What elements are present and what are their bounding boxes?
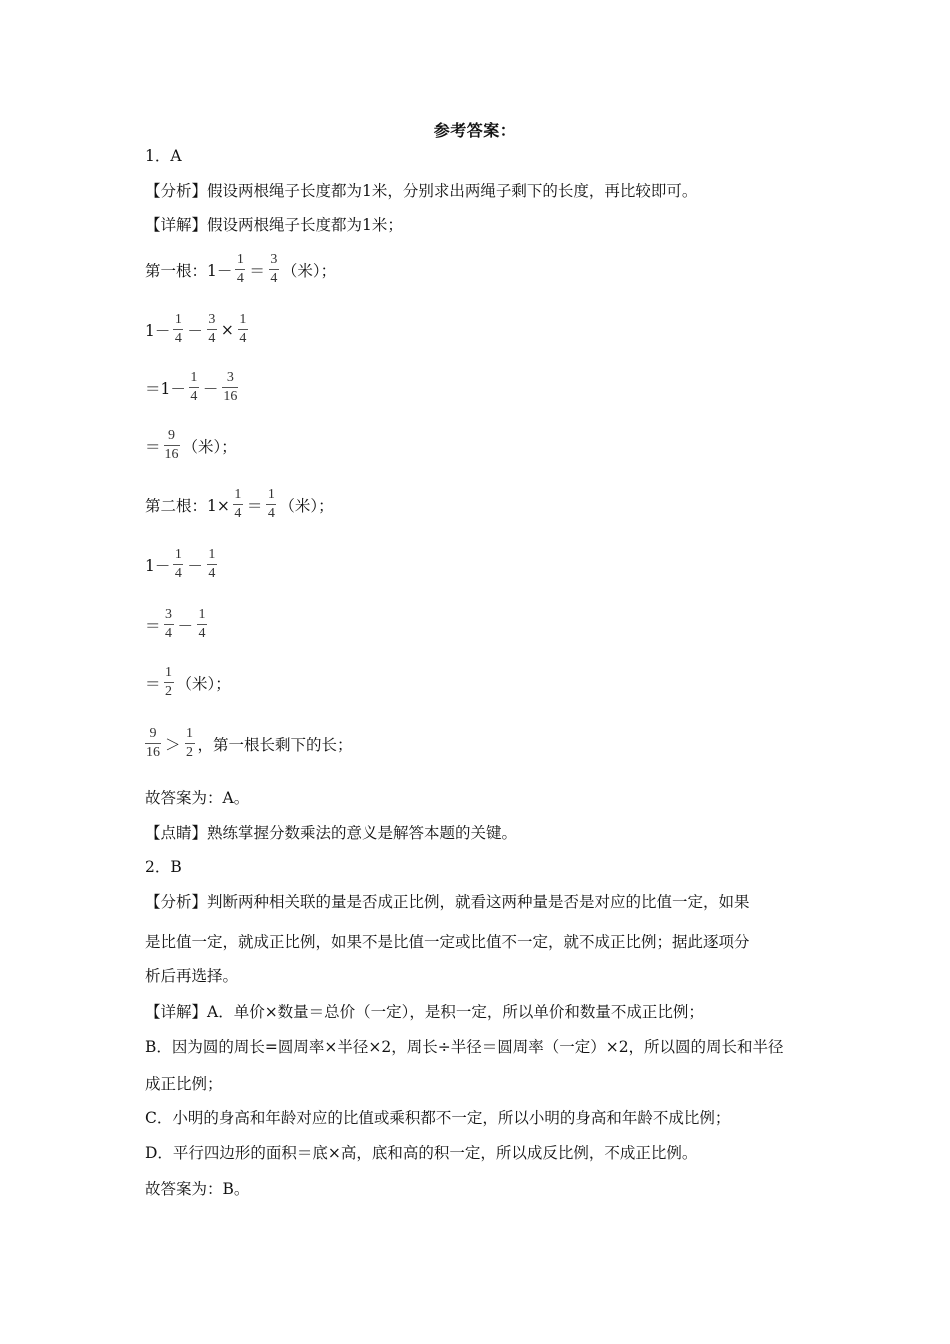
q1-expression-3: ＝ $\frac{9}{16}$ （米）；	[145, 428, 237, 462]
q2-detail-b-line-1: B．因为圆的周长=圆周率×半径×2，周长÷半径＝圆周率（一定）×2，所以圆的周长和半径	[145, 1038, 784, 1056]
fraction: $\frac{1}{4}$	[190, 370, 198, 404]
fraction: $\frac{1}{4}$	[267, 487, 275, 521]
q2-analysis-line-3: 析后再选择。	[145, 967, 239, 985]
q1-number: 1．A	[145, 147, 182, 165]
fraction: $\frac{1}{4}$	[208, 547, 216, 581]
q2-detail-d: D．平行四边形的面积＝底×高，底和高的积一定，所以成反比例，不成正比例。	[145, 1144, 698, 1162]
q1-detail: 【详解】假设两根绳子长度都为1米；	[145, 216, 403, 234]
fraction: $\frac{3}{4}$	[208, 312, 216, 346]
page-title: 参考答案：	[433, 121, 517, 140]
q1-expression-4: 1－ $\frac{1}{4}$ － $\frac{1}{4}$	[145, 547, 216, 581]
q1-comparison: $\frac{9}{16}$ ＞ $\frac{1}{2}$ ，第一根长剩下的长；	[146, 726, 353, 760]
fraction: $\frac{3}{4}$	[165, 607, 173, 641]
q2-number: 2．B	[145, 858, 182, 876]
fraction: $\frac{3}{4}$	[270, 252, 278, 286]
fraction: $\frac{1}{4}$	[198, 607, 206, 641]
q1-comment: 【点睛】熟练掌握分数乘法的意义是解答本题的关键。	[145, 824, 518, 842]
fraction: $\frac{1}{2}$	[186, 726, 194, 760]
q1-analysis: 【分析】假设两根绳子长度都为1米，分别求出两绳子剩下的长度，再比较即可。	[145, 182, 698, 200]
q2-detail-c: C．小明的身高和年龄对应的比值或乘积都不一定，所以小明的身高和年龄不成比例；	[145, 1109, 731, 1127]
fraction: $\frac{1}{4}$	[174, 312, 182, 346]
q1-expression-6: ＝ $\frac{1}{2}$ （米）；	[145, 665, 231, 699]
fraction: $\frac{1}{4}$	[234, 487, 242, 521]
q2-analysis-line-2: 是比值一定，就成正比例，如果不是比值一定或比值不一定，就不成正比例；据此逐项分	[145, 933, 750, 951]
q2-answer: 故答案为：B。	[145, 1180, 250, 1198]
q2-analysis-line-1: 【分析】判断两种相关联的量是否成正比例，就看这两种量是否是对应的比值一定，如果	[145, 893, 750, 911]
q1-answer: 故答案为：A。	[145, 789, 250, 807]
fraction: $\frac{1}{4}$	[236, 252, 244, 286]
q1-first-rope-line: 第一根：1－ $\frac{1}{4}$ ＝ $\frac{3}{4}$ （米）；	[145, 252, 337, 286]
q1-expression-5: ＝ $\frac{3}{4}$ － $\frac{1}{4}$	[145, 607, 206, 641]
fraction: $\frac{9}{16}$	[146, 726, 160, 760]
q2-detail-a: 【详解】A．单价×数量＝总价（一定），是积一定，所以单价和数量不成正比例；	[145, 1003, 704, 1021]
q1-first-label: 第一根：1－	[145, 261, 233, 280]
q1-second-rope-line: 第二根：1× $\frac{1}{4}$ ＝ $\frac{1}{4}$ （米）；	[145, 487, 334, 521]
q1-expression-2: ＝1－ $\frac{1}{4}$ － $\frac{3}{16}$	[145, 370, 238, 404]
fraction: $\frac{9}{16}$	[164, 428, 179, 462]
q2-detail-b-line-2: 成正比例；	[145, 1075, 223, 1093]
fraction: $\frac{1}{4}$	[174, 547, 182, 581]
q1-expression-1: 1－ $\frac{1}{4}$ － $\frac{3}{4}$ × $\frac{1}{4}$	[145, 312, 247, 346]
fraction: $\frac{1}{4}$	[239, 312, 247, 346]
fraction: $\frac{1}{2}$	[165, 665, 173, 699]
fraction: $\frac{3}{16}$	[223, 370, 238, 404]
